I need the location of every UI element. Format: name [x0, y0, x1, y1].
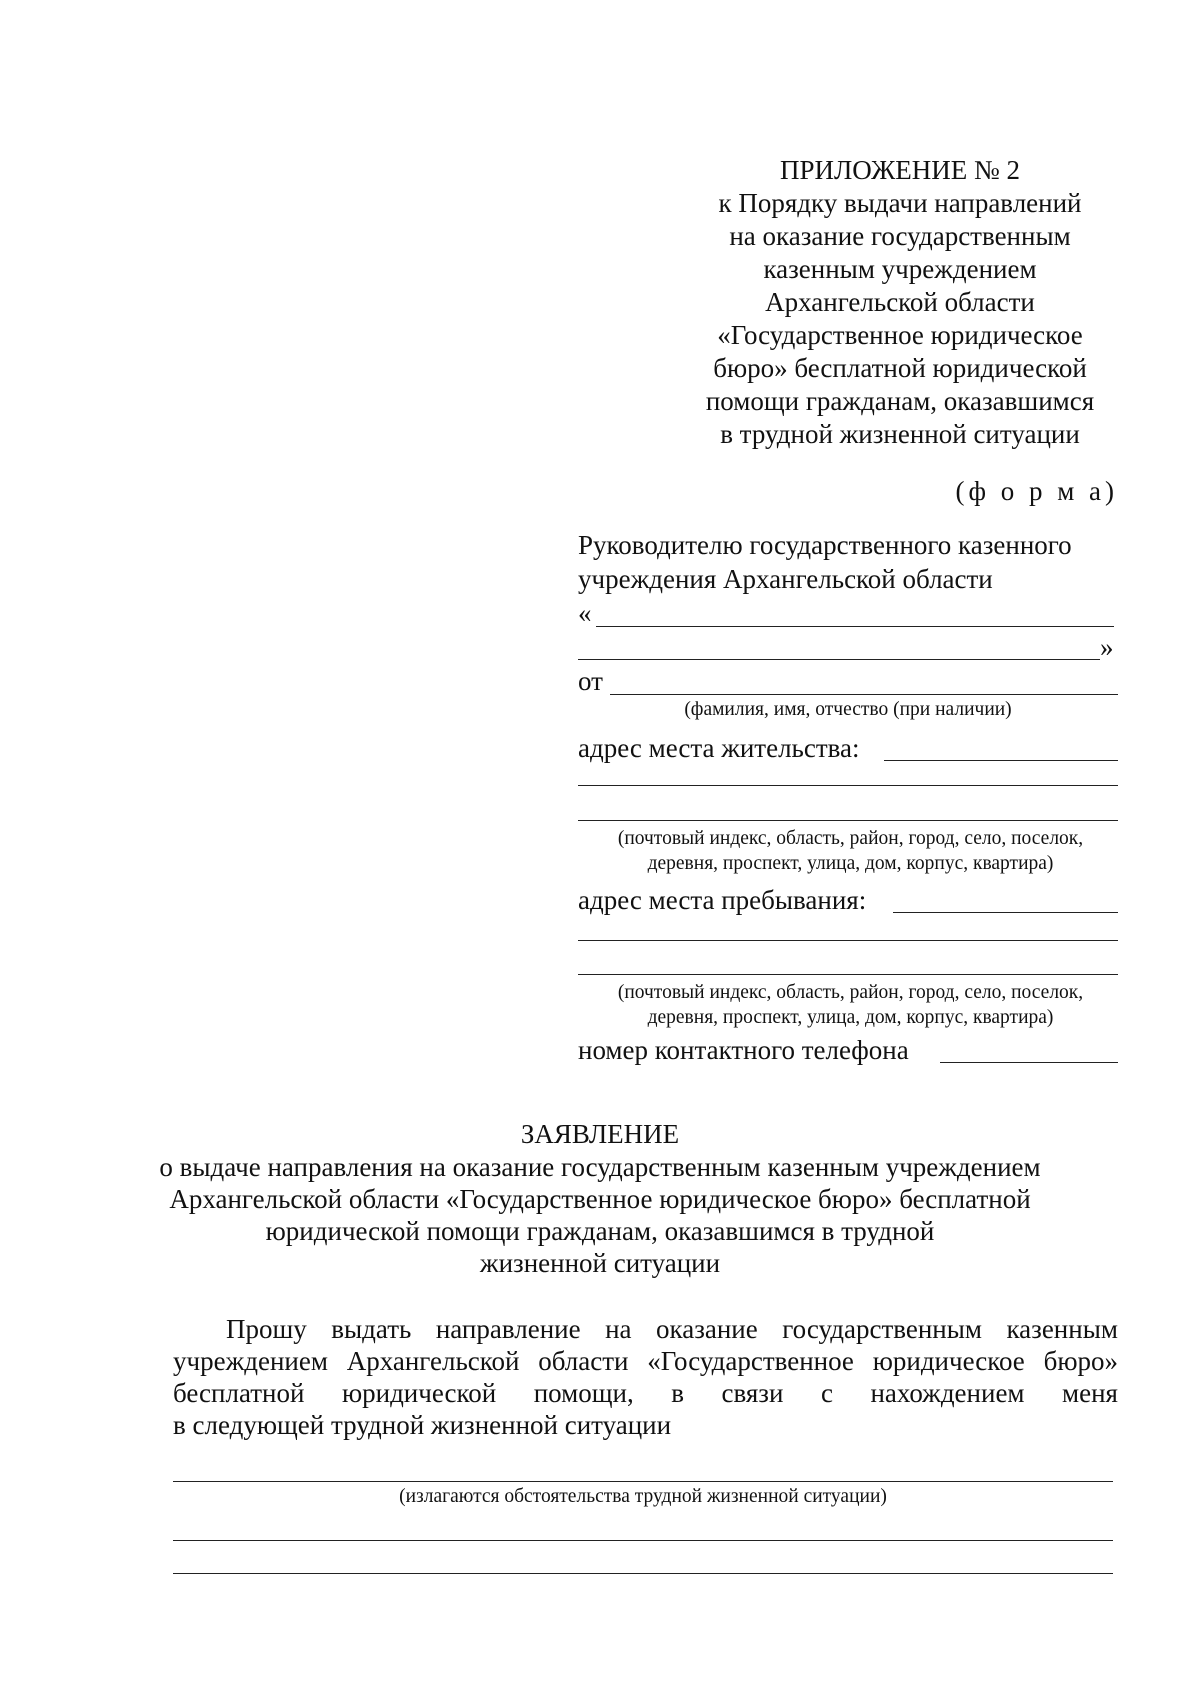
statement-body	[173, 1313, 1118, 1441]
annex-line: Архангельской области	[765, 287, 1035, 317]
circumstances-field-3[interactable]	[173, 1573, 1113, 1574]
body-word: оказание	[656, 1314, 758, 1344]
residence-field-3[interactable]	[578, 820, 1118, 821]
phone-field[interactable]	[940, 1062, 1118, 1063]
residence-hint-1: (почтовый индекс, область, район, город, село, поселок,	[617, 828, 1084, 849]
body-word: «Государственное	[647, 1346, 854, 1376]
statement-title: ЗАЯВЛЕНИЕ	[520, 1119, 680, 1149]
body-word: государственным	[782, 1314, 982, 1344]
body-word: казенным	[1006, 1314, 1118, 1344]
annex-line: в трудной жизненной ситуации	[720, 419, 1080, 449]
residence-label: адрес места жительства:	[578, 733, 860, 763]
body-word: связи	[721, 1378, 784, 1408]
circumstances-field[interactable]	[173, 1481, 1113, 1482]
stay-hint-1: (почтовый индекс, область, район, город, село, поселок,	[617, 982, 1084, 1003]
body-line-4: в следующей трудной жизненной ситуации	[173, 1410, 672, 1440]
body-line-1	[173, 1313, 1118, 1345]
body-word: меня	[1062, 1378, 1118, 1408]
body-line-3	[173, 1377, 1118, 1409]
annex-line: «Государственное юридическое	[717, 320, 1083, 350]
residence-field-2[interactable]	[578, 785, 1118, 786]
body-word: в	[671, 1378, 684, 1408]
annex-line: казенным учреждением	[763, 254, 1037, 284]
phone-label: номер контактного телефона	[578, 1035, 909, 1065]
body-word: направление	[435, 1314, 581, 1344]
annex-header	[680, 154, 1120, 451]
stay-label: адрес места пребывания:	[578, 885, 867, 915]
body-word: с	[820, 1378, 833, 1408]
open-quote: «	[578, 598, 592, 628]
statement-title-block	[150, 1118, 1050, 1279]
institution-name-field[interactable]	[596, 626, 1114, 627]
residence-field[interactable]	[884, 760, 1118, 761]
body-word: выдать	[331, 1314, 412, 1344]
stay-field[interactable]	[893, 912, 1118, 913]
body-word: области	[538, 1346, 629, 1376]
body-word: юридическое	[872, 1346, 1025, 1376]
body-word: Архангельской	[346, 1346, 520, 1376]
fio-field[interactable]	[610, 694, 1118, 695]
addressee-line-1: Руководителю государственного казенного	[578, 530, 1072, 560]
body-word: бесплатной	[173, 1378, 305, 1408]
annex-line: помощи гражданам, оказавшимся	[705, 386, 1095, 416]
annex-line: к Порядку выдачи направлений	[718, 188, 1082, 218]
statement-subtitle-line: Архангельской области «Государственное юридическое бюро» бесплатной	[169, 1184, 1031, 1214]
circumstances-field-2[interactable]	[173, 1540, 1113, 1541]
annex-title: ПРИЛОЖЕНИЕ № 2	[779, 155, 1021, 185]
stay-field-2[interactable]	[578, 940, 1118, 941]
stay-field-3[interactable]	[578, 974, 1118, 975]
from-label: от	[578, 666, 603, 696]
body-line-2	[173, 1345, 1118, 1377]
circumstances-hint: (излагаются обстоятельства трудной жизненной ситуации)	[399, 1486, 887, 1507]
statement-subtitle-line: о выдаче направления на оказание государственным казенным учреждением	[159, 1152, 1041, 1182]
body-word: нахождением	[870, 1378, 1025, 1408]
annex-line: бюро» бесплатной юридической	[713, 353, 1087, 383]
addressee-line-2: учреждения Архангельской области	[578, 564, 993, 594]
institution-name-field-2[interactable]	[578, 659, 1100, 660]
body-word: учреждением	[173, 1346, 328, 1376]
stay-hint-2: деревня, проспект, улица, дом, корпус, квартира)	[647, 1007, 1054, 1028]
body-word: бюро»	[1043, 1346, 1118, 1376]
annex-line: на оказание государственным	[729, 221, 1071, 251]
fio-hint: (фамилия, имя, отчество (при наличии)	[684, 699, 1012, 720]
statement-subtitle-line: жизненной ситуации	[479, 1248, 721, 1278]
body-word: помощи,	[533, 1378, 634, 1408]
residence-hint-2: деревня, проспект, улица, дом, корпус, квартира)	[647, 853, 1054, 874]
close-quote: »	[1100, 632, 1114, 662]
form-label: (ф о р м а)	[955, 476, 1118, 506]
statement-subtitle-line: юридической помощи гражданам, оказавшимся в трудной	[265, 1216, 935, 1246]
body-word: Прошу	[226, 1314, 307, 1344]
body-word: юридической	[341, 1378, 497, 1408]
body-word: на	[605, 1314, 632, 1344]
